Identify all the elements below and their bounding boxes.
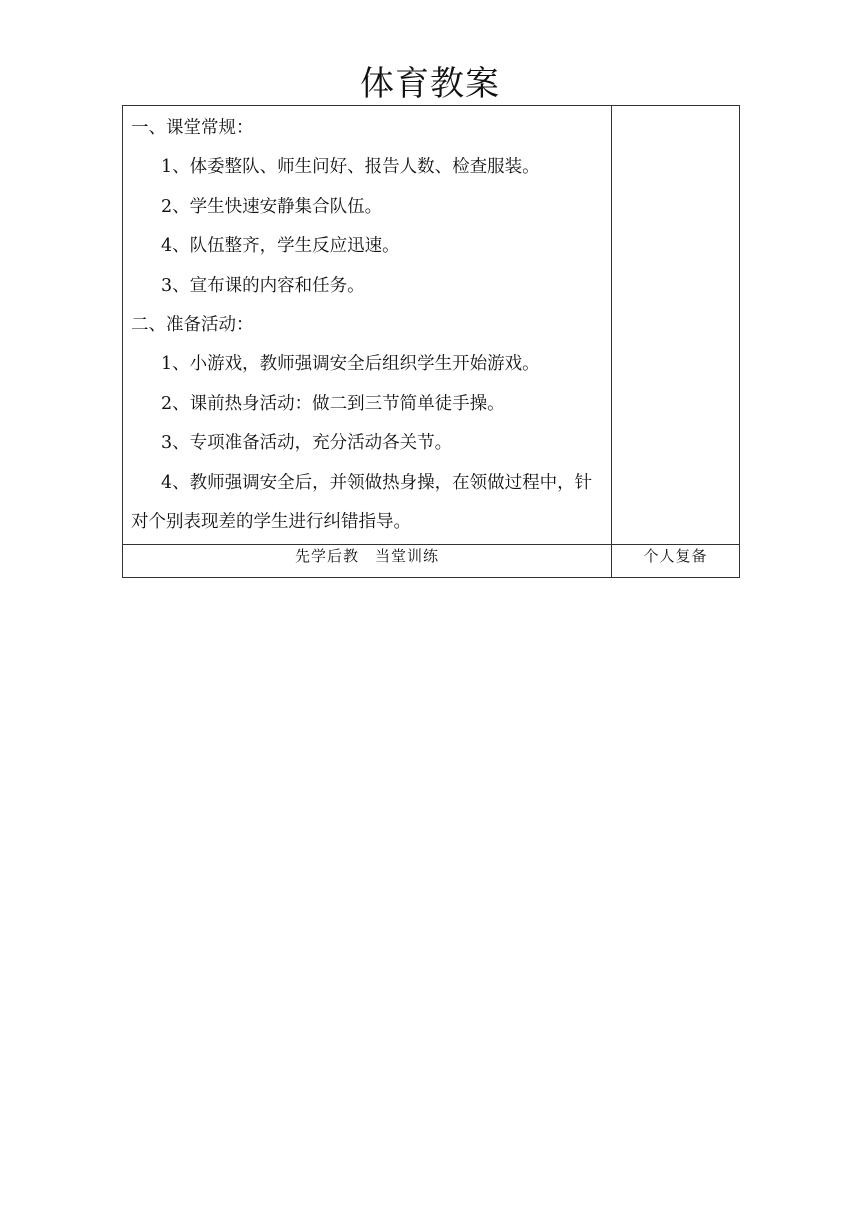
content-row: [123, 106, 740, 545]
section-heading-routine: 一、课堂常规：: [131, 118, 254, 138]
list-item: 3、宣布课的内容和任务。: [161, 275, 365, 296]
lesson-content: [123, 106, 611, 542]
list-item: 4、教师强调安全后，并领做热身操，在领做过程中，针对个别表现差的学生进行纠错指导。: [131, 472, 593, 533]
list-item: 1、小游戏，教师强调安全后组织学生开始游戏。: [161, 354, 540, 375]
lesson-plan-table: [122, 105, 740, 578]
list-item: 1、体委整队、师生问好、报告人数、检查服装。: [161, 157, 540, 178]
list-item: 2、学生快速安静集合队伍。: [161, 196, 383, 217]
section-heading-warmup: 二、准备活动：: [131, 315, 254, 336]
page-title: 体育教案: [360, 64, 500, 104]
footer-personal-review: 个人复备: [612, 545, 740, 578]
list-item: 3、专项准备活动，充分活动各关节。: [161, 433, 453, 454]
footer-row: [123, 545, 740, 578]
list-item: 4、队伍整齐，学生反应迅速。: [161, 236, 400, 257]
personal-review-cell: [612, 106, 740, 545]
footer-teaching-method: 先学后教 当堂训练: [123, 545, 612, 578]
list-item: 2、课前热身活动：做二到三节简单徒手操。: [161, 393, 505, 414]
lesson-content-cell: [123, 106, 612, 545]
